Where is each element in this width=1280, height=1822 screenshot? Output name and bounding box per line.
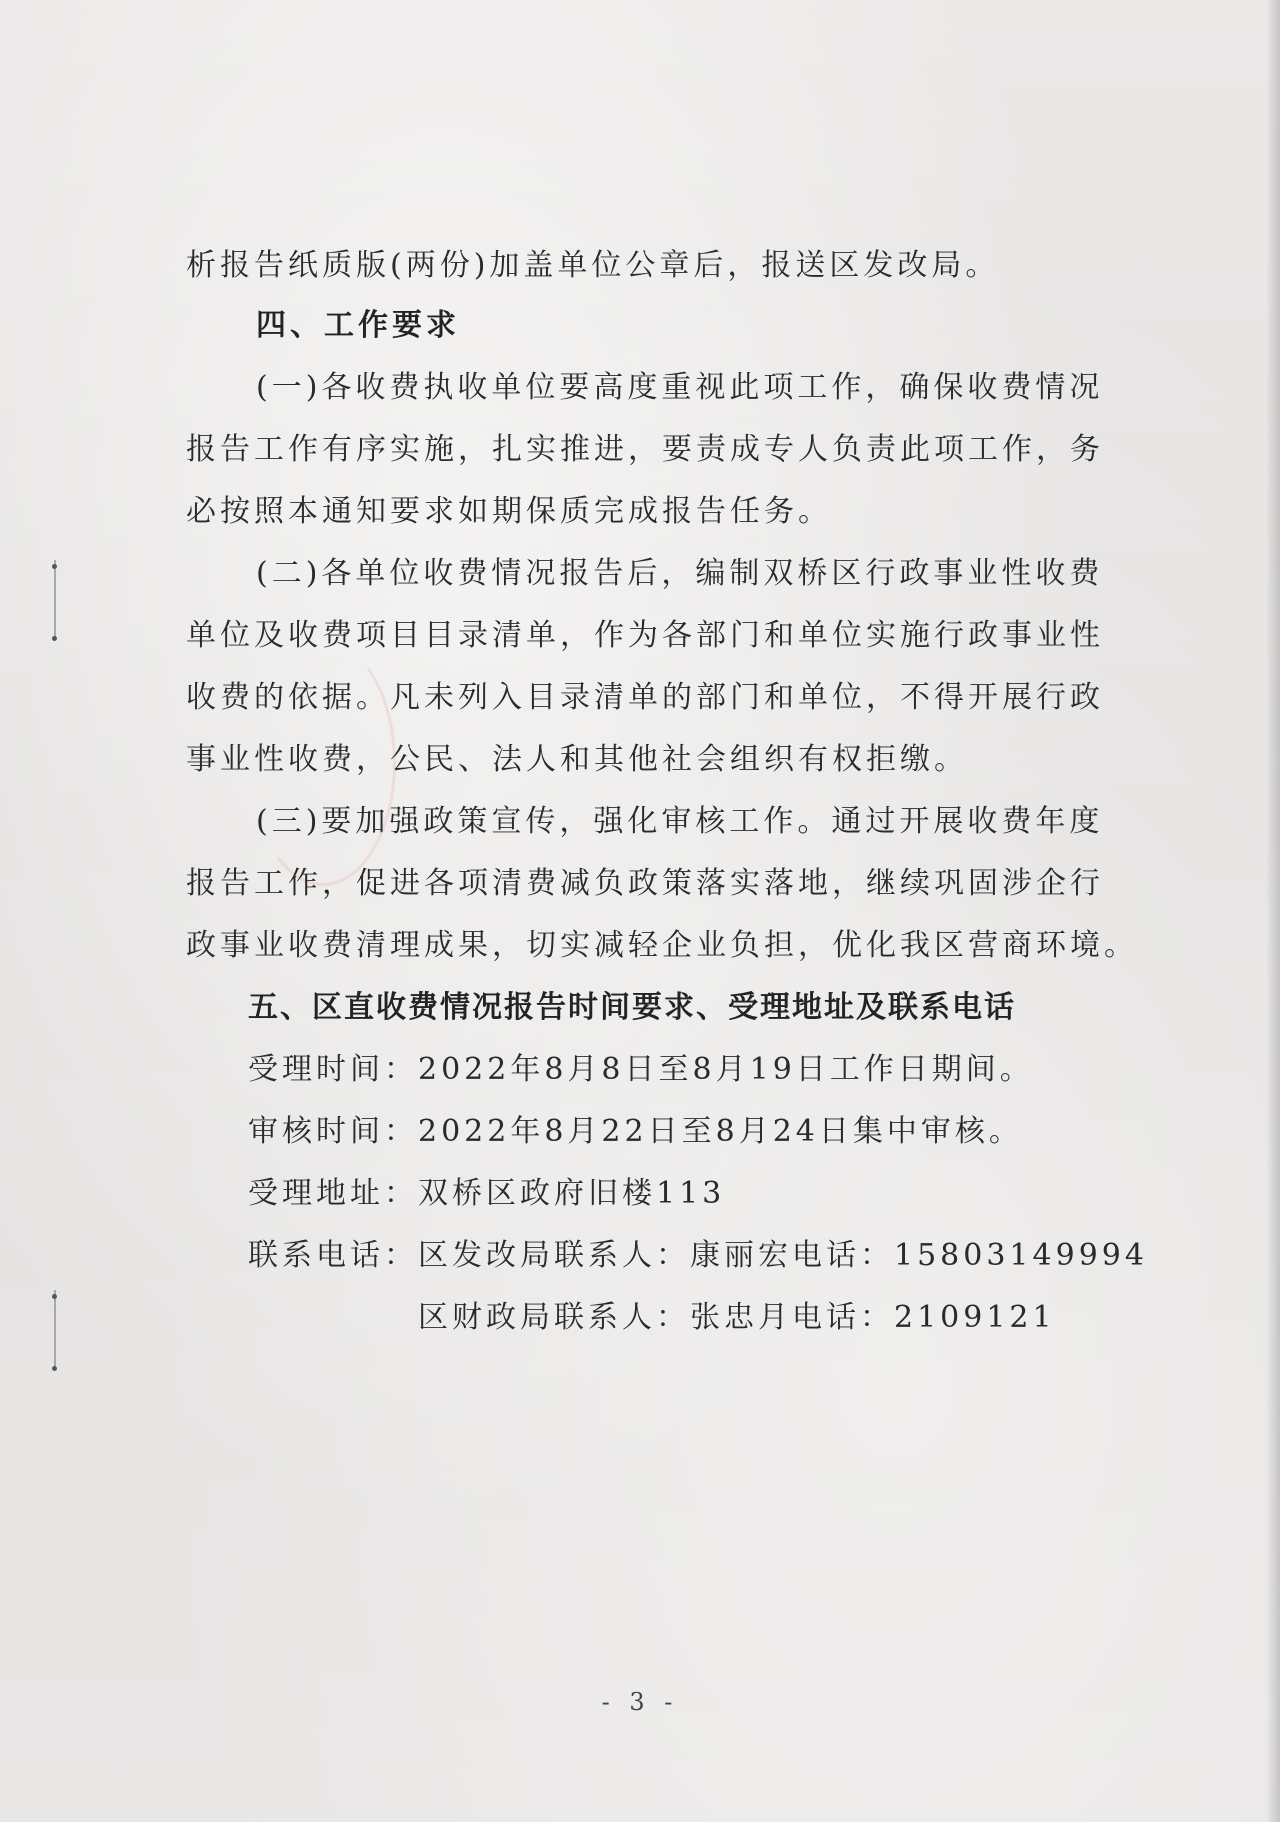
item3-line2: 报告工作，促进各项清费减负政策落实落地，继续巩固涉企行 [186, 866, 1104, 901]
binding-thread-top [54, 560, 56, 640]
binding-thread-bottom [54, 1290, 56, 1370]
item3-line1: (三)要加强政策宣传，强化审核工作。通过开展收费年度 [256, 804, 1104, 839]
binding-hole-top-1 [52, 564, 57, 569]
accept-address: 受理地址：双桥区政府旧楼113 [248, 1176, 726, 1211]
page-edge-shadow [1266, 0, 1280, 1822]
item1-line3: 必按照本通知要求如期保质完成报告任务。 [186, 494, 832, 529]
item2-line4: 事业性收费，公民、法人和其他社会组织有权拒缴。 [186, 742, 968, 777]
item2-line3: 收费的依据。凡未列入目录清单的部门和单位，不得开展行政 [186, 680, 1104, 715]
item3-line3: 政事业收费清理成果，切实减轻企业负担，优化我区营商环境。 [186, 928, 1138, 963]
intro-tail-text: 析报告纸质版(两份)加盖单位公章后，报送区发改局。 [186, 248, 1000, 283]
section-4-heading: 四、工作要求 [256, 308, 460, 343]
review-time: 审核时间：2022年8月22日至8月24日集中审核。 [248, 1114, 1023, 1149]
item2-line1: (二)各单位收费情况报告后，编制双桥区行政事业性收费 [256, 556, 1104, 591]
binding-hole-bottom-2 [52, 1366, 57, 1371]
page-number: - 3 - [601, 1688, 679, 1716]
section-5-heading: 五、区直收费情况报告时间要求、受理地址及联系电话 [248, 990, 1016, 1025]
accept-time: 受理时间：2022年8月8日至8月19日工作日期间。 [248, 1052, 1034, 1087]
contact-line-2: 区财政局联系人：张忠月电话：2109121 [418, 1300, 1056, 1335]
item2-line2: 单位及收费项目目录清单，作为各部门和单位实施行政事业性 [186, 618, 1104, 653]
contact-line-1: 联系电话：区发改局联系人：康丽宏电话：15803149994 [248, 1238, 1148, 1273]
binding-hole-bottom-1 [52, 1294, 57, 1299]
item1-line1: (一)各收费执收单位要高度重视此项工作，确保收费情况 [256, 370, 1104, 405]
binding-hole-top-2 [52, 636, 57, 641]
item1-line2: 报告工作有序实施，扎实推进，要责成专人负责此项工作，务 [186, 432, 1104, 467]
